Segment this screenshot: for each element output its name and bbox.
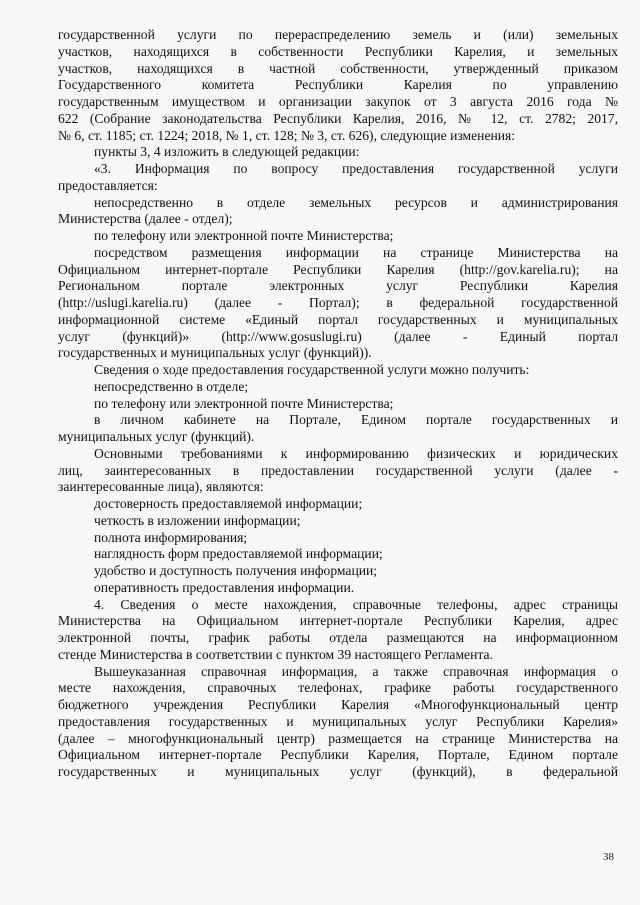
text-line: месте нахождения, справочных телефонах, графике работы государственного [58, 680, 618, 696]
text-line: наглядность форм предоставляемой информации; [94, 546, 383, 562]
text-line: участков, находящихся в частной собственности, утвержденный приказом [58, 60, 618, 76]
text-line: Сведения о ходе предоставления государственной услуги можно получить: [94, 362, 530, 377]
paragraph [58, 513, 618, 530]
paragraph [58, 379, 618, 396]
paragraph [58, 530, 618, 547]
text-line: услуг (функций)» (http://www.gosuslugi.ru) (далее - Единый портал [58, 328, 618, 344]
text-line: государственным имуществом и организации закупок от 3 августа 2016 года № [58, 94, 618, 109]
text-line: государственных и муниципальных услуг (функций), в федеральной [58, 764, 618, 779]
paragraph [58, 362, 618, 379]
text-line: в личном кабинете на Портале, Едином портале государственных и [94, 412, 618, 428]
text-line: информационной системе «Единый портал государственных и муниципальных [58, 311, 618, 327]
text-line: муниципальных услуг (функций). [58, 429, 255, 444]
paragraph [58, 597, 618, 664]
text-line: заинтересованные лица), являются: [58, 479, 264, 495]
paragraph [58, 446, 618, 496]
text-line: Министерства на Официальном интернет-портале Республики Карелия, адрес [58, 613, 618, 629]
text-line: Министерства (далее - отдел); [58, 211, 233, 227]
text-line: достоверность предоставляемой информации; [94, 496, 363, 511]
text-line: непосредственно в отделе; [94, 378, 249, 394]
text-line: по телефону или электронной почте Министерства; [94, 395, 394, 411]
paragraph [58, 664, 618, 781]
paragraph [58, 412, 618, 446]
text-line: 4. Сведения о месте нахождения, справочные телефоны, адрес страницы [94, 596, 618, 612]
text-line: Государственного комитета Республики Карелия по управлению [58, 77, 618, 93]
text-line: № 6, ст. 1185; ст. 1224; 2018, № 1, ст. 128; № 3, ст. 626), следующие изменения: [58, 127, 516, 143]
paragraph [58, 396, 618, 413]
text-line: предоставления государственных и муниципальных услуг Республики Карелия» [58, 713, 618, 729]
text-line: Вышеуказанная справочная информация, а также справочная информация о [94, 663, 618, 679]
text-line: (далее – многофункциональный центр) размещается на странице Министерства на [58, 730, 618, 746]
paragraph [58, 563, 618, 580]
paragraph [58, 546, 618, 563]
text-line: Основными требованиями к информированию физических и юридических [94, 445, 618, 461]
text-line: непосредственно в отделе земельных ресурсов и администрирования [94, 194, 618, 210]
text-line: государственной услуги по перераспределению земель и (или) земельных [58, 27, 618, 42]
text-line: удобство и доступность получения информации; [94, 563, 378, 578]
paragraph [58, 144, 618, 161]
paragraph [58, 496, 618, 513]
text-line: Официальном интернет-портале Республики Карелия, Портале, Едином портале [58, 747, 618, 763]
text-line: оперативность предоставления информации. [94, 579, 355, 595]
document-body [58, 27, 618, 781]
paragraph [58, 27, 618, 144]
text-line: полнота информирования; [94, 529, 248, 545]
text-line: по телефону или электронной почте Министерства; [94, 228, 394, 243]
text-line: Региональном портале электронных услуг Республики Карелия [58, 278, 618, 294]
text-line: электронной почты, график работы отдела размещаются на информационном [58, 630, 618, 645]
page-number: 38 [603, 851, 614, 863]
text-line: Официальном интернет-портале Республики Карелия (http://gov.karelia.ru); на [58, 261, 618, 277]
paragraph [58, 161, 618, 195]
text-line: пункты 3, 4 изложить в следующей редакции: [94, 144, 360, 160]
text-line: лиц, заинтересованных в предоставлении государственной услуги (далее - [58, 462, 618, 478]
text-line: четкость в изложении информации; [94, 512, 301, 528]
text-line: посредством размещения информации на странице Министерства на [94, 244, 618, 260]
text-line: участков, находящихся в собственности Республики Карелия, и земельных [58, 43, 618, 59]
text-line: государственных и муниципальных услуг (функций)). [58, 345, 372, 361]
text-line: 622 (Собрание законодательства Республики Карелия, 2016, № 12, ст. 2782; 2017, [58, 110, 618, 126]
text-line: бюджетного учреждения Республики Карелия «Многофункциональный центр [58, 697, 618, 712]
paragraph [58, 245, 618, 362]
text-line: «3. Информация по вопросу предоставления государственной услуги [94, 161, 618, 176]
paragraph [58, 580, 618, 597]
paragraph [58, 228, 618, 245]
text-line: предоставляется: [58, 177, 158, 193]
text-line: стенде Министерства в соответствии с пунктом 39 настоящего Регламента. [58, 646, 493, 662]
text-line: (http://uslugi.karelia.ru) (далее - Портал); в федеральной государственной [58, 295, 618, 310]
paragraph [58, 195, 618, 229]
